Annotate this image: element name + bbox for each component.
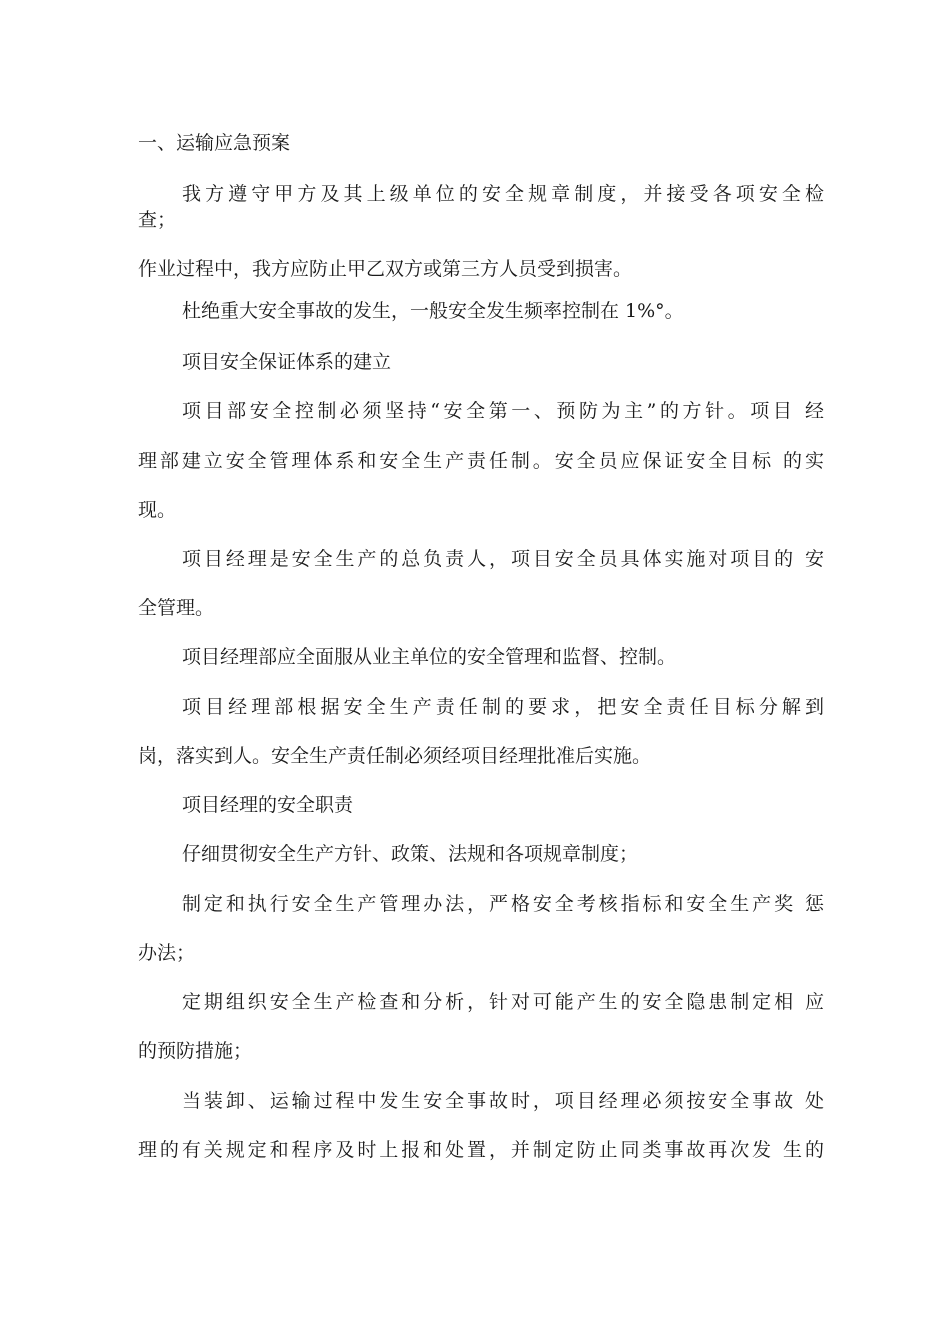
- paragraph-line: 理的有关规定和程序及时上报和处置，并制定防止同类事故再次发 生的: [138, 1139, 824, 1161]
- paragraph-line: 岗，落实到人。安全生产责任制必须经项目经理批准后实施。: [138, 745, 652, 767]
- paragraph-line: 杜绝重大安全事故的发生，一般安全发生频率控制在 1%°。: [182, 300, 684, 322]
- paragraph-line: 制定和执行安全生产管理办法，严格安全考核指标和安全生产奖 惩: [182, 893, 824, 915]
- paragraph-line: 办法；: [138, 942, 196, 964]
- paragraph-line: 当装卸、运输过程中发生安全事故时，项目经理必须按安全事故 处: [182, 1090, 824, 1112]
- paragraph-line: 查；: [138, 209, 177, 231]
- paragraph-line: 项目经理部应全面服从业主单位的安全管理和监督、控制。: [182, 646, 677, 668]
- paragraph-line: 我方遵守甲方及其上级单位的安全规章制度，并接受各项安全检: [182, 183, 824, 205]
- paragraph-line: 项目经理部根据安全生产责任制的要求，把安全责任目标分解到: [182, 696, 824, 718]
- paragraph-line: 仔细贯彻安全生产方针、政策、法规和各项规章制度；: [182, 843, 639, 865]
- paragraph-line: 作业过程中，我方应防止甲乙双方或第三方人员受到损害。: [138, 258, 633, 280]
- paragraph-line: 项目经理是安全生产的总负责人，项目安全员具体实施对项目的 安: [182, 548, 824, 570]
- paragraph-line: 全管理。: [138, 597, 215, 619]
- section-heading: 一、运输应急预案: [138, 132, 291, 154]
- paragraph-line: 项目部安全控制必须坚持“安全第一、预防为主”的方针。项目 经: [182, 400, 824, 422]
- paragraph-line: 定期组织安全生产检查和分析，针对可能产生的安全隐患制定相 应: [182, 991, 824, 1013]
- paragraph-line: 现。: [138, 499, 177, 521]
- paragraph-line: 理部建立安全管理体系和安全生产责任制。安全员应保证安全目标 的实: [138, 450, 824, 472]
- paragraph-line: 项目经理的安全职责: [182, 794, 354, 816]
- paragraph-line: 项目安全保证体系的建立: [182, 351, 392, 373]
- paragraph-line: 的预防措施；: [138, 1040, 253, 1062]
